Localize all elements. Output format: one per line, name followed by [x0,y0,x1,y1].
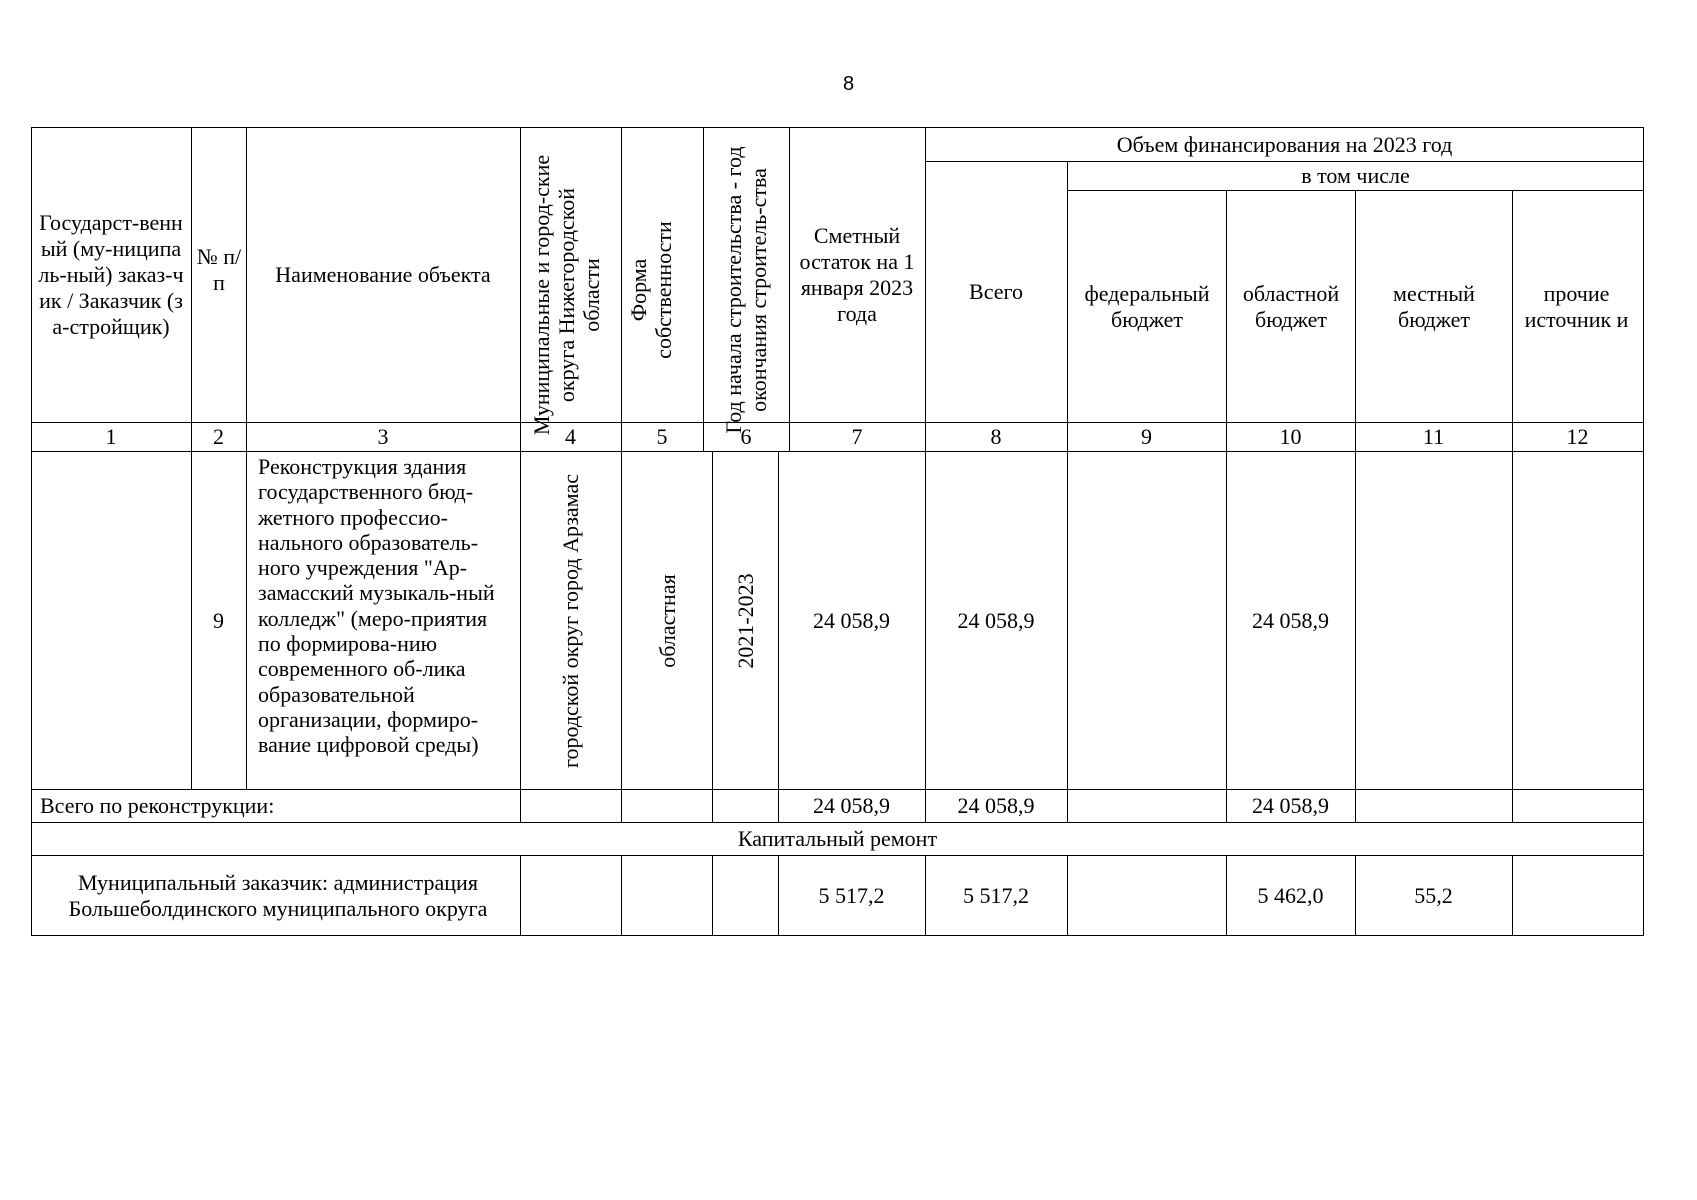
customer-regional: 5 462,0 [1257,882,1324,908]
customer-remainder: 5 517,2 [818,882,885,908]
item-name: Реконструкция здания государственного бюд-жетного профессио-нального образователь-ного учреждения "Ар-замасский музыкаль-ный колледж" (меро-приятия по формирова-нию современного об-лика образовательной организации, формиро-вание цифровой среды) [258,454,495,758]
header-customer: Государст-венный (му-ниципаль-ный) заказ-чик / Заказчик (за-стройщик) [38,210,184,339]
col-num-11: 11 [1422,424,1445,449]
item-regional: 24 058,9 [1252,607,1329,633]
customer-total: 5 517,2 [963,882,1029,908]
col-num-2: 2 [213,424,224,449]
col-num-5: 5 [656,424,668,449]
header-ownership: Форма собственности [626,221,676,359]
header-federal: федеральный бюджет [1084,280,1210,332]
total-remainder: 24 058,9 [813,793,890,818]
customer-label: Муниципальный заказчик: администрация Большеболдинского муниципального округа [68,869,488,921]
col-num-10: 10 [1279,424,1302,449]
total-total: 24 058,9 [957,793,1035,818]
total-label: Всего по реконструкции: [40,793,275,818]
section-title: Капитальный ремонт [737,826,938,851]
header-object-name: Наименование объекта [275,262,491,287]
col-num-9: 9 [1141,424,1152,449]
header-years: Год начала строительства - год окончания строитель-ства [721,146,771,434]
total-regional: 24 058,9 [1252,793,1329,818]
customer-local: 55,2 [1414,882,1453,908]
col-num-1: 1 [105,424,117,449]
col-num-12: 12 [1566,424,1589,449]
col-num-6: 6 [740,424,752,449]
item-municipality: городской округ город Арзамас [557,474,583,769]
item-years: 2021-2023 [732,573,758,669]
col-num-3: 3 [377,424,389,449]
col-num-4: 4 [565,424,576,449]
header-municipal: Муниципальные и город-ские округа Нижегородской области [528,154,604,436]
header-regional: областной бюджет [1242,280,1340,332]
header-remainder: Сметный остаток на 1 января 2023 года [799,223,915,326]
header-including: в том числе [1301,163,1410,188]
item-total: 24 058,9 [957,607,1035,633]
col-num-8: 8 [990,424,1002,449]
item-number: 9 [213,607,224,633]
item-ownership: областная [654,574,680,668]
header-local: местный бюджет [1393,280,1475,332]
header-number: № п/п [196,244,242,295]
item-remainder: 24 058,9 [813,607,890,633]
header-financing: Объем финансирования на 2023 год [1116,131,1453,157]
header-other: прочие источник и [1524,280,1629,332]
header-total: Всего [969,279,1023,304]
col-num-7: 7 [851,424,863,449]
page-number: 8 [842,73,855,95]
